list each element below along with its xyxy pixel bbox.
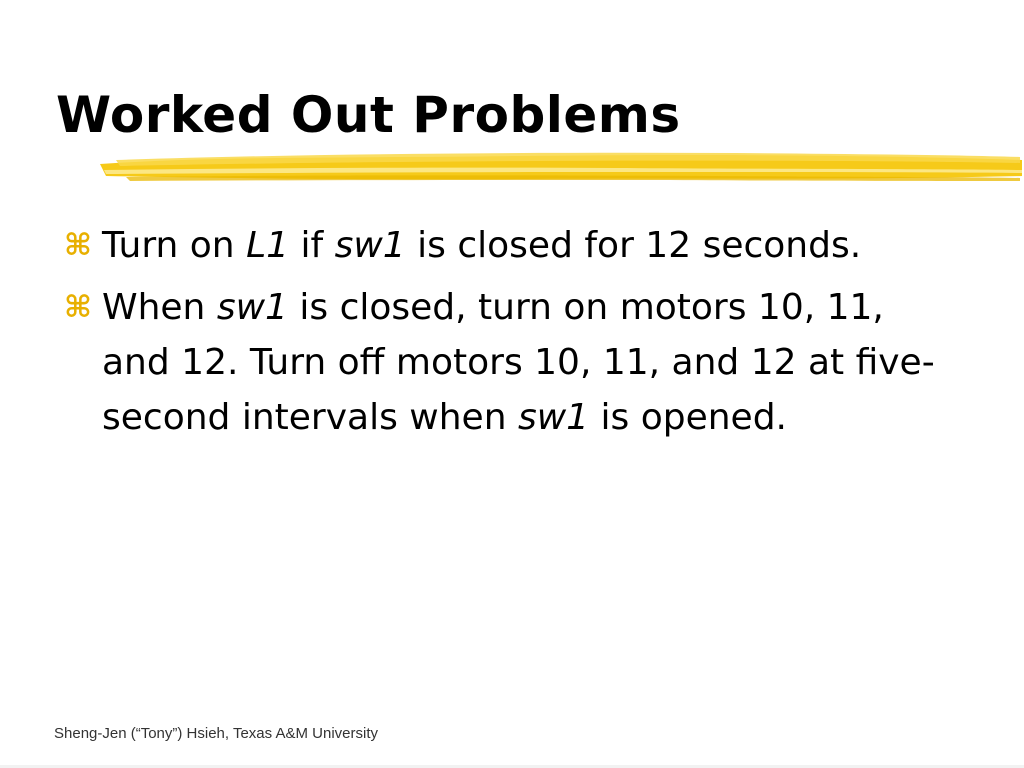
command-key-icon: ⌘ bbox=[64, 228, 92, 263]
highlighter-stroke bbox=[96, 146, 1024, 190]
bullet-item bbox=[64, 280, 944, 445]
slide-title: Worked Out Problems bbox=[56, 86, 681, 144]
bullet-text: When sw1 is closed, turn on motors 10, 11, and 12. Turn off motors 10, 11, and 12 at five-second intervals when sw1 is opened. bbox=[102, 287, 935, 438]
bullet-item bbox=[64, 218, 944, 273]
bullet-list bbox=[64, 218, 944, 452]
command-key-icon: ⌘ bbox=[64, 290, 92, 325]
slide-footer: Sheng-Jen (“Tony”) Hsieh, Texas A&M University bbox=[54, 725, 379, 742]
bullet-text: Turn on L1 if sw1 is closed for 12 seconds. bbox=[102, 225, 862, 266]
